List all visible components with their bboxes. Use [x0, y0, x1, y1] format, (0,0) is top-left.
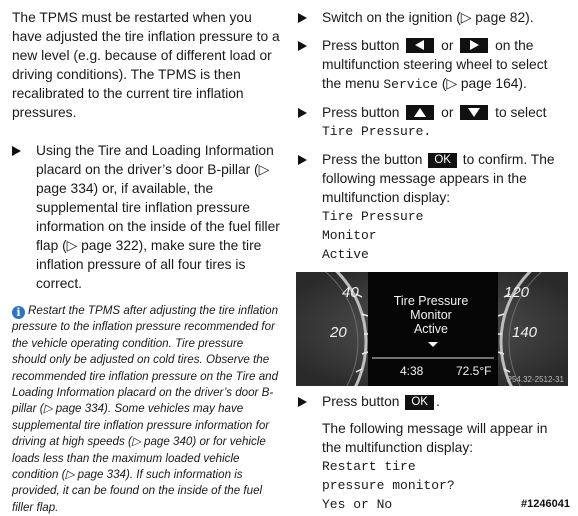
- message-line: Active: [322, 247, 369, 262]
- or-text: or: [441, 38, 454, 53]
- step-select-tire-pressure: [298, 103, 570, 141]
- left-column: [12, 8, 280, 516]
- step-text: Press the button: [322, 152, 423, 167]
- down-arrow-button-icon: [460, 105, 488, 120]
- restart-text: The following message will appear in the multifunction display:: [322, 421, 548, 455]
- step-text: Switch on the ignition (▷ page 82).: [322, 10, 534, 25]
- step-select-service: [298, 36, 570, 94]
- step-restart: [298, 392, 570, 514]
- bullet-arrow-icon: [298, 108, 307, 118]
- info-icon: i: [12, 306, 25, 319]
- bullet-check-pressure: [12, 141, 280, 293]
- ok-button-icon: OK: [428, 153, 457, 168]
- step-text: Press button: [322, 394, 400, 409]
- display-line: Monitor: [410, 308, 452, 322]
- info-note: [12, 303, 280, 516]
- gauge-label: 120: [504, 284, 530, 301]
- bullet-arrow-icon: [298, 13, 307, 23]
- step-text: to confirm. The following message appears in the multifunction display:: [322, 152, 555, 205]
- message-line: Restart tire: [322, 459, 416, 474]
- step-text: .: [435, 394, 440, 409]
- bullet-arrow-icon: [298, 397, 307, 407]
- menu-item: Tire Pressure.: [322, 124, 432, 139]
- or-text: or: [441, 105, 454, 120]
- note-text: Restart the TPMS after adjusting the tire inflation pressure to the inflation pressure recommended for the vehicle operating condition. Tire pressure should only be adjusted on cold tires. Observe the recommended tire inflation pressure on the Tire and Loading Information placard on the driver’s door B-pillar (▷ page 334). Some vehicles may have supplemental tire inflation pressure information for driving at high speeds (▷ page 340) or for vehicle loads less than the maximum loaded vehicle condition (▷ page 334). If such information is provided, it can be found on the inside of the fuel filler flap.: [12, 304, 279, 514]
- gauge-label: 20: [330, 324, 347, 341]
- photo-reference: P54.32-2512-31: [506, 375, 564, 384]
- gauge-label: 40: [342, 284, 359, 301]
- step-text: on the multifunction steering wheel to select the menu: [322, 38, 548, 91]
- up-arrow-button-icon: [406, 105, 434, 120]
- message-line: Yes or No: [322, 497, 393, 512]
- bullet-text: Using the Tire and Loading Information placard on the driver’s door B-pillar (▷ page 334) or, if available, the supplemental tire inflation pressure information on the inside of the fuel filler flap (▷ page 322), make sure the tire inflation pressure of all four tires is correct.: [36, 143, 280, 291]
- instrument-cluster-photo: [296, 272, 568, 386]
- right-column: [298, 8, 570, 514]
- step-confirm: [298, 150, 570, 264]
- temperature-readout: 72.5°F: [456, 364, 492, 378]
- step-text: Press button: [322, 105, 400, 120]
- bullet-arrow-icon: [298, 41, 307, 51]
- message-line: pressure monitor?: [322, 478, 455, 493]
- message-line: Tire Pressure: [322, 209, 424, 224]
- left-arrow-button-icon: [406, 38, 434, 53]
- display-line: Tire Pressure: [393, 294, 469, 308]
- menu-name: Service: [383, 77, 438, 92]
- right-arrow-button-icon: [460, 38, 488, 53]
- step-text: to select: [495, 105, 547, 120]
- display-line: Active: [413, 322, 449, 336]
- message-line: Monitor: [322, 228, 377, 243]
- document-reference-id: #1246041: [521, 498, 570, 510]
- bullet-arrow-icon: [12, 146, 21, 156]
- clock-readout: 4:38: [400, 364, 424, 378]
- bullet-arrow-icon: [298, 155, 307, 165]
- page-ref: (▷ page 164).: [441, 76, 527, 91]
- step-text: Press button: [322, 38, 400, 53]
- intro-paragraph: The TPMS must be restarted when you have adjusted the tire inflation pressure to a new level (e.g. because of different load or driving conditions). The TPMS is then recalibrated to the current tire inflation pressures.: [12, 10, 280, 120]
- ok-button-icon: OK: [405, 395, 434, 410]
- step-ignition: [298, 8, 570, 27]
- gauge-label: 140: [512, 324, 538, 341]
